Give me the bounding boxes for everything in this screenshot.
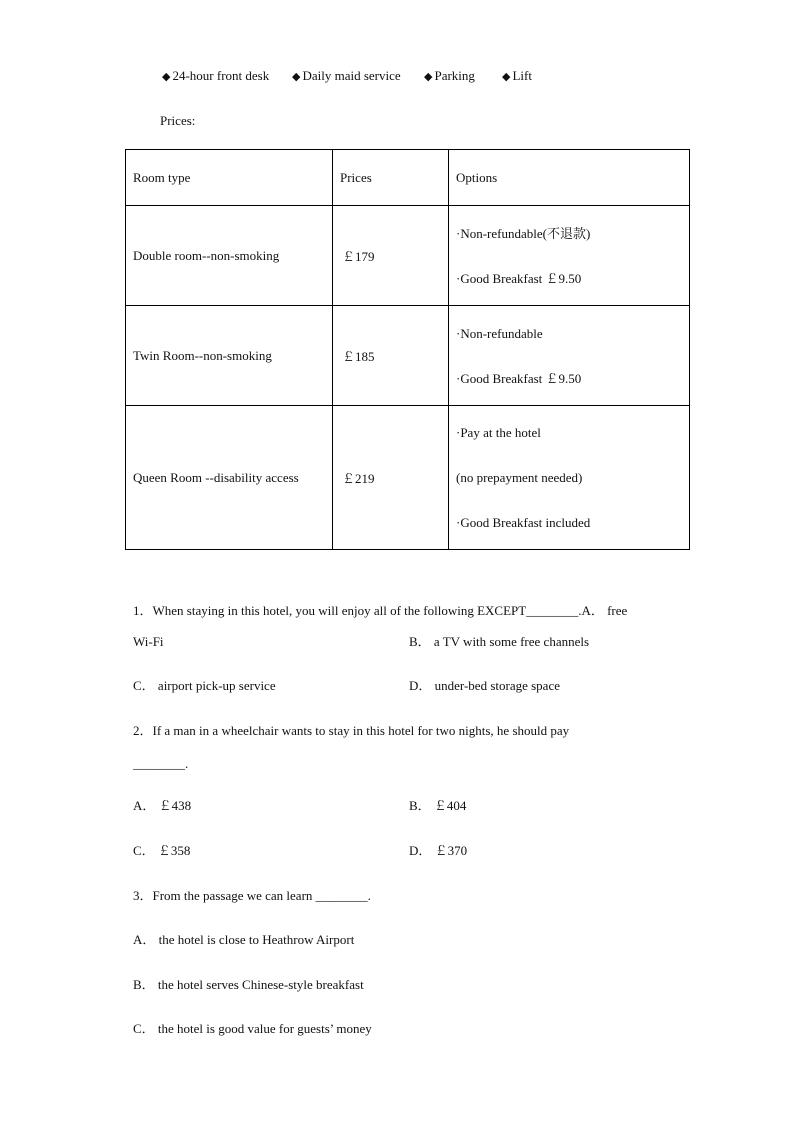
prices-label: Prices: [160,113,196,128]
question-3-option-c: C． the hotel is good value for guests’ money [133,1021,372,1036]
diamond-bullet-icon: ◆ [502,70,511,83]
room-type-cell: Double room--non-smoking [126,206,333,306]
room-type-cell: Queen Room --disability access [126,406,333,550]
table-row [126,306,690,406]
options-cell [449,206,690,306]
amenity-lift [502,68,532,84]
amenity-label: 24-hour front desk [172,68,270,83]
question-1-option-d: D． under-bed storage space [409,678,560,693]
amenity-label: Daily maid service [302,68,401,83]
amenity-parking [424,68,475,84]
question-1-option-c: C． airport pick-up service [133,678,276,693]
amenity-label: Parking [434,68,475,83]
question-2-option-c: C． ￡358 [133,843,191,858]
table-row [126,406,690,550]
amenity-front-desk [162,68,269,84]
option-line: ·Pay at the hotel [456,425,541,440]
question-3-stem: 3．From the passage we can learn ________. [133,888,371,903]
room-type-cell: Twin Room--non-smoking [126,306,333,406]
table-row [126,206,690,306]
price-cell: ￡179 [333,206,449,306]
option-line: ·Good Breakfast ￡9.50 [456,370,582,386]
question-2-option-b: B． ￡404 [409,798,467,813]
option-line: (no prepayment needed) [456,470,583,485]
diamond-bullet-icon: ◆ [162,70,171,83]
question-3-option-a: A． the hotel is close to Heathrow Airport [133,932,355,947]
question-2-stem: 2．If a man in a wheelchair wants to stay in this hotel for two nights, he should pay [133,723,570,738]
amenity-maid-service [292,68,401,84]
price-table [125,149,690,550]
question-2-option-d: D． ￡370 [409,843,468,858]
question-3-option-b: B． the hotel serves Chinese-style breakfast [133,977,364,992]
table-header-row [126,150,690,206]
question-2-option-a: A． ￡438 [133,798,192,813]
question-1-stem-cont: Wi-Fi [133,634,164,649]
amenity-label: Lift [512,68,532,83]
header-room-type: Room type [126,150,333,206]
option-line: ·Good Breakfast included [456,515,591,530]
diamond-bullet-icon: ◆ [292,70,301,83]
options-cell [449,406,690,550]
question-1-option-b: B． a TV with some free channels [409,634,590,649]
option-line: ·Non-refundable(不退款) [456,225,591,241]
option-line: ·Non-refundable [456,325,543,341]
question-2-blank: ________. [133,756,189,771]
option-line: ·Good Breakfast ￡9.50 [456,270,582,286]
options-cell [449,306,690,406]
price-cell: ￡219 [333,406,449,550]
header-options: Options [449,150,690,206]
price-cell: ￡185 [333,306,449,406]
header-prices: Prices [333,150,449,206]
diamond-bullet-icon: ◆ [424,70,433,83]
question-1-stem: 1．When staying in this hotel, you will enjoy all of the following EXCEPT________.A． free [133,603,628,618]
